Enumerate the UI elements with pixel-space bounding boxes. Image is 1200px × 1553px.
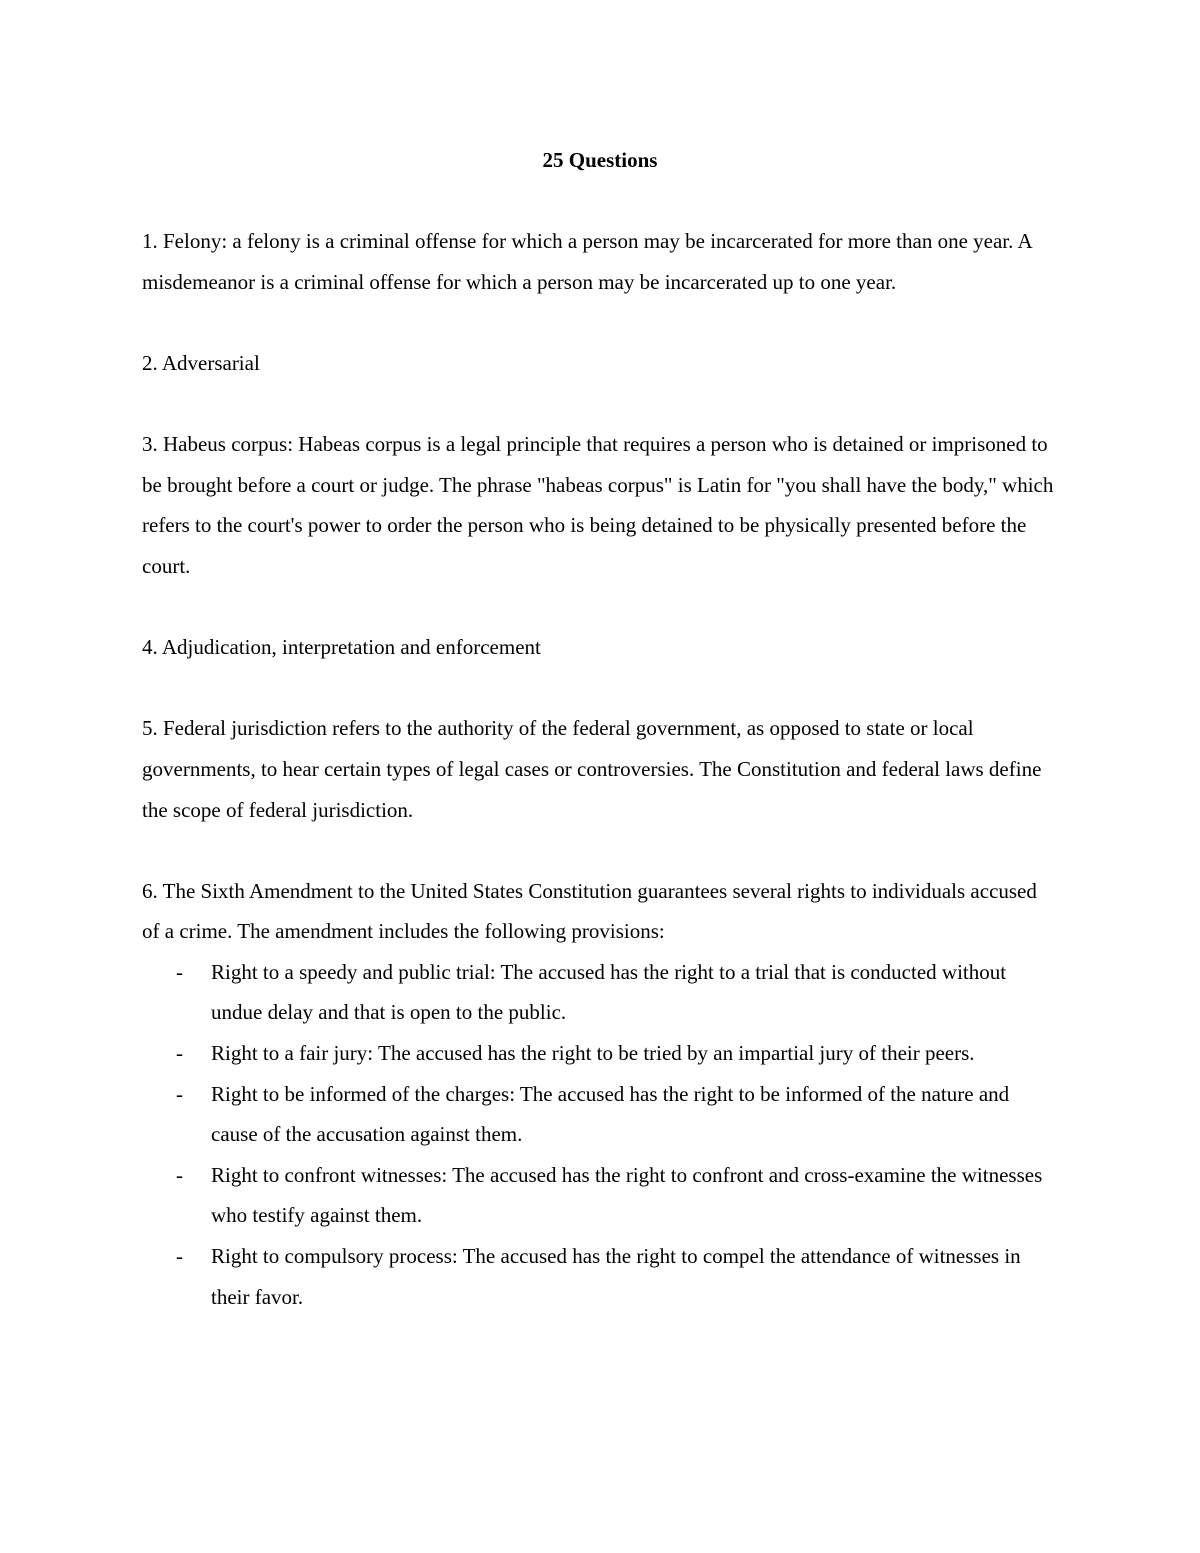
bullet-dash: - — [176, 959, 183, 984]
list-item-text: Right to confront witnesses: The accused has the right to confront and cross-examine the witnesses who testify against them. — [211, 1162, 1043, 1228]
list-item — [142, 1074, 1058, 1155]
question-2-answer: 2. Adversarial — [142, 350, 260, 375]
list-item-text: Right to be informed of the charges: The accused has the right to be informed of the nature and cause of the accusation against them. — [211, 1081, 1010, 1147]
question-1-answer: 1. Felony: a felony is a criminal offense for which a person may be incarcerated for more than one year. A misdemeanor is a criminal offense for which a person may be incarcerated up to one year. — [142, 229, 1032, 294]
document-body — [142, 140, 1058, 1317]
question-6-answer: 6. The Sixth Amendment to the United States Constitution guarantees several rights to individuals accused of a crime. The amendment includes the following provisions: — [142, 878, 1037, 944]
sixth-amendment-rights-list — [142, 952, 1058, 1317]
question-4-answer: 4. Adjudication, interpretation and enforcement — [142, 635, 541, 660]
list-item — [142, 1236, 1058, 1317]
document-title: 25 Questions — [542, 148, 658, 172]
bullet-dash: - — [176, 1244, 183, 1269]
question-5-answer: 5. Federal jurisdiction refers to the authority of the federal government, as opposed to state or local governments, to hear certain types of legal cases or controversies. The Constitution and federal laws define the scope of federal jurisdiction. — [142, 716, 1042, 822]
list-item — [142, 1033, 1058, 1074]
list-item-text: Right to a speedy and public trial: The accused has the right to a trial that is conducted without undue delay and that is open to the public. — [211, 959, 1007, 1025]
list-item — [142, 952, 1058, 1033]
bullet-dash: - — [176, 1041, 183, 1066]
list-item-text: Right to compulsory process: The accused has the right to compel the attendance of witnesses in their favor. — [211, 1244, 1021, 1309]
list-item — [142, 1155, 1058, 1236]
question-3-answer: 3. Habeus corpus: Habeas corpus is a legal principle that requires a person who is detained or imprisoned to be brought before a court or judge. The phrase "habeas corpus" is Latin for "you shall have the body," which refers to the court's power to order the person who is being detained to be physically presented before the court. — [142, 432, 1054, 578]
list-item-text: Right to a fair jury: The accused has the right to be tried by an impartial jury of their peers. — [211, 1041, 975, 1066]
bullet-dash: - — [176, 1162, 183, 1187]
bullet-dash: - — [176, 1081, 183, 1106]
